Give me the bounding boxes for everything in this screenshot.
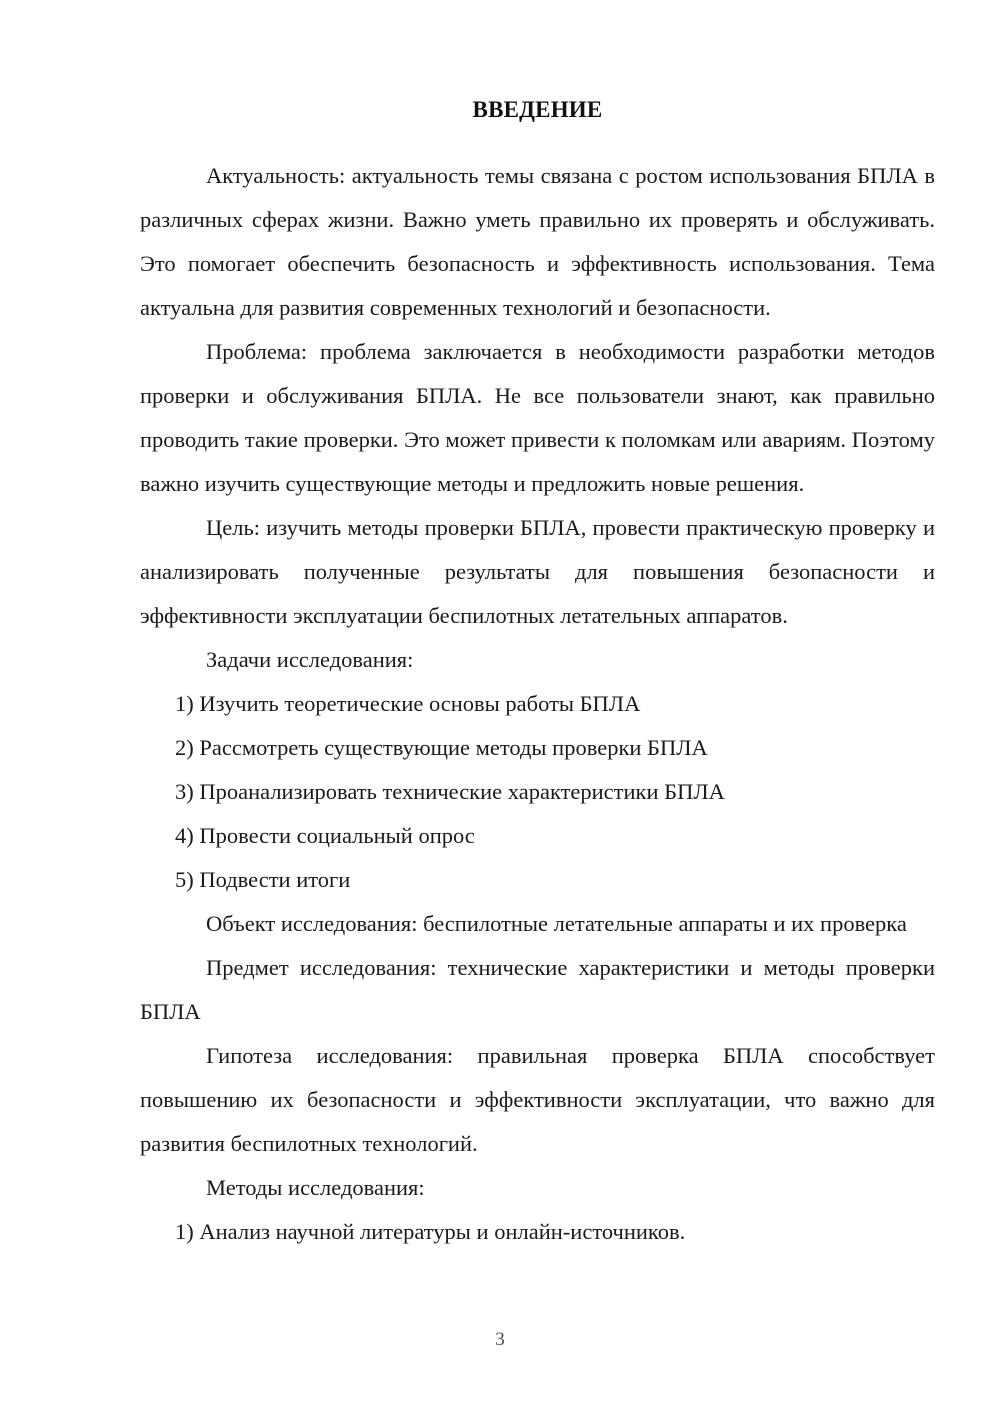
tasks-heading: Задачи исследования: <box>206 647 414 672</box>
list-item: 1) Анализ научной литературы и онлайн-источников. <box>175 1219 686 1244</box>
paragraph-goal: Цель: изучить методы проверки БПЛА, провести практическую проверку и анализировать полученные результаты для повышения безопасности и эффективности эксплуатации беспилотных летательных аппаратов. <box>140 515 935 628</box>
paragraph-object: Объект исследования: беспилотные летательные аппараты и их проверка <box>206 911 907 936</box>
paragraph-relevance: Актуальность: актуальность темы связана с ростом использования БПЛА в различных сферах жизни. Важно уметь правильно их проверять и обслуживать. Это помогает обеспечить безопасность и эффективность использования. Тема актуальна для развития современных технологий и безопасности. <box>140 163 935 320</box>
list-item: 1) Изучить теоретические основы работы БПЛА <box>175 691 641 716</box>
methods-list <box>140 1210 935 1254</box>
list-item: 2) Рассмотреть существующие методы проверки БПЛА <box>175 735 708 760</box>
tasks-list <box>140 682 935 902</box>
paragraph-problem: Проблема: проблема заключается в необходимости разработки методов проверки и обслуживания БПЛА. Не все пользователи знают, как правильно проводить такие проверки. Это может привести к поломкам или авариям. Поэтому важно изучить существующие методы и предложить новые решения. <box>140 339 935 496</box>
paragraph-hypothesis: Гипотеза исследования: правильная проверка БПЛА способствует повышению их безопасности и эффективности эксплуатации, что важно для развития беспилотных технологий. <box>140 1043 935 1156</box>
methods-heading: Методы исследования: <box>206 1175 425 1200</box>
paragraph-subject: Предмет исследования: технические характеристики и методы проверки БПЛА <box>140 955 935 1024</box>
list-item: 4) Провести социальный опрос <box>175 823 475 848</box>
page-content <box>140 0 935 1254</box>
list-item: 3) Проанализировать технические характеристики БПЛА <box>175 779 725 804</box>
title-spacer <box>140 132 935 154</box>
list-item: 5) Подвести итоги <box>175 867 351 892</box>
page-number: 3 <box>495 1329 505 1350</box>
page-title: ВВЕДЕНИЕ <box>472 97 603 122</box>
